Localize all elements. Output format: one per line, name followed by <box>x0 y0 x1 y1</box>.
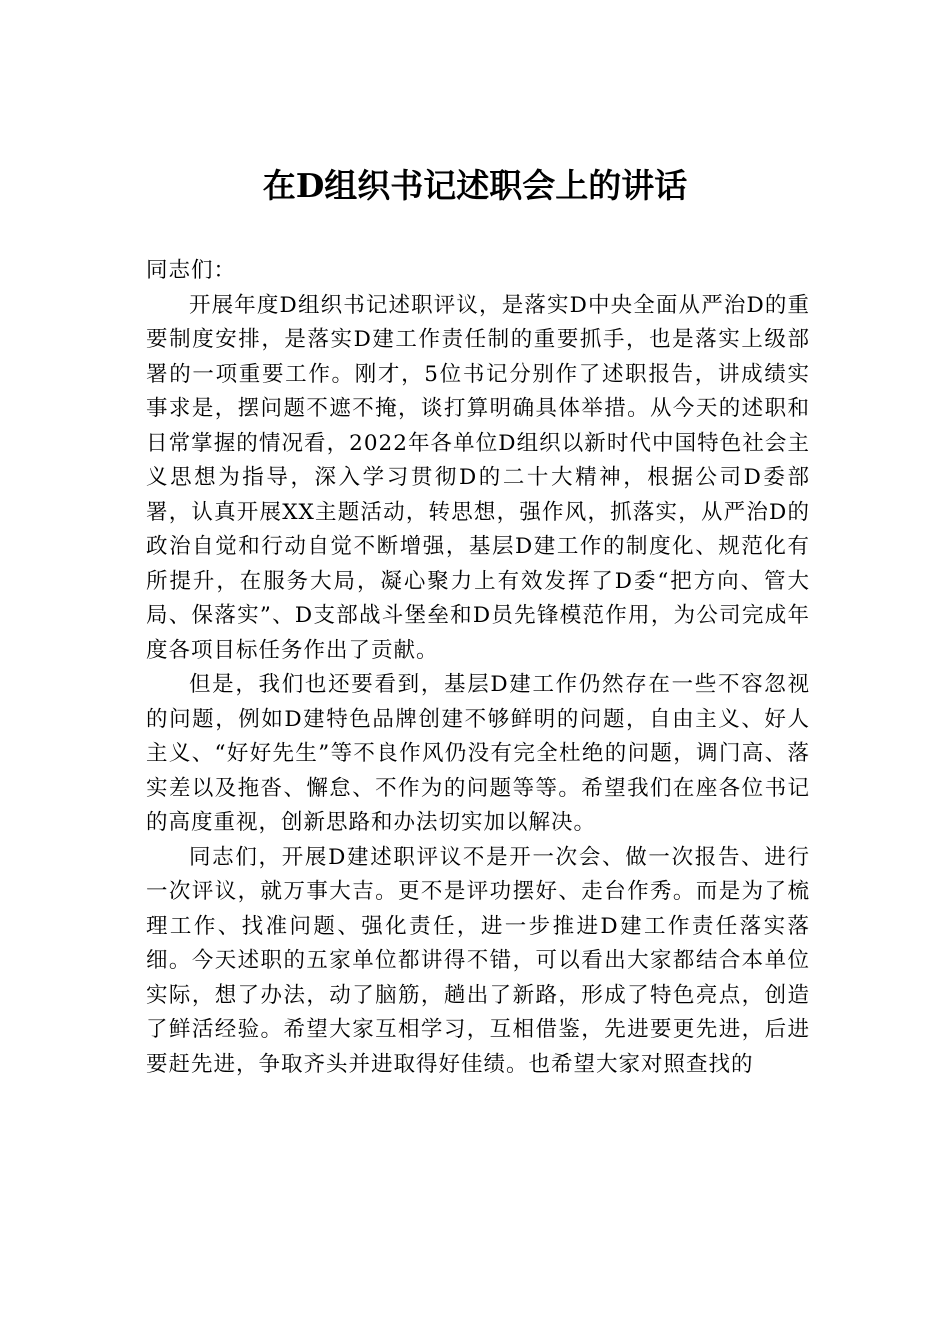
paragraph-1: 开展年度D组织书记述职评议，是落实D中央全面从严治D的重要制度安排，是落实D建工作责任制的重要抓手，也是落实上级部署的一项重要工作。刚才，5位书记分别作了述职报告，讲成绩实事求是，摆问题不遮不掩，谈打算明确具体举措。从今天的述职和日常掌握的情况看，2022年各单位D组织以新时代中国特色社会主义思想为指导，深入学习贯彻D的二十大精神，根据公司D委部署，认真开展XX主题活动，转思想，强作风，抓落实，从严治D的政治自觉和行动自觉不断增强，基层D建工作的制度化、规范化有所提升，在服务大局，凝心聚力上有效发挥了D委“把方向、管大局、保落实”、D支部战斗堡垒和D员先锋模范作用，为公司完成年度各项目标任务作出了贡献。 <box>146 292 810 663</box>
document-body <box>146 254 810 1082</box>
document-title: 在D组织书记述职会上的讲话 <box>262 166 688 205</box>
paragraph-3: 同志们，开展D建述职评议不是开一次会、做一次报告、进行一次评议，就万事大吉。更不是评功摆好、走台作秀。而是为了梳理工作、找准问题、强化责任，进一步推进D建工作责任落实落细。今天述职的五家单位都讲得不错，可以看出大家都结合本单位实际，想了办法，动了脑筋，趟出了新路，形成了特色亮点，创造了鲜活经验。希望大家互相学习，互相借鉴，先进要更先进，后进要赶先进，争取齐头并进取得好佳绩。也希望大家对照查找的 <box>146 844 810 1077</box>
salutation: 同志们： <box>146 258 237 283</box>
paragraph-2: 但是，我们也还要看到，基层D建工作仍然存在一些不容忽视的问题，例如D建特色品牌创建不够鲜明的问题，自由主义、好人主义、“好好先生”等不良作风仍没有完全杜绝的问题，调门高、落实差以及拖沓、懈怠、不作为的问题等等。希望我们在座各位书记的高度重视，创新思路和办法切实加以解决。 <box>146 672 810 835</box>
